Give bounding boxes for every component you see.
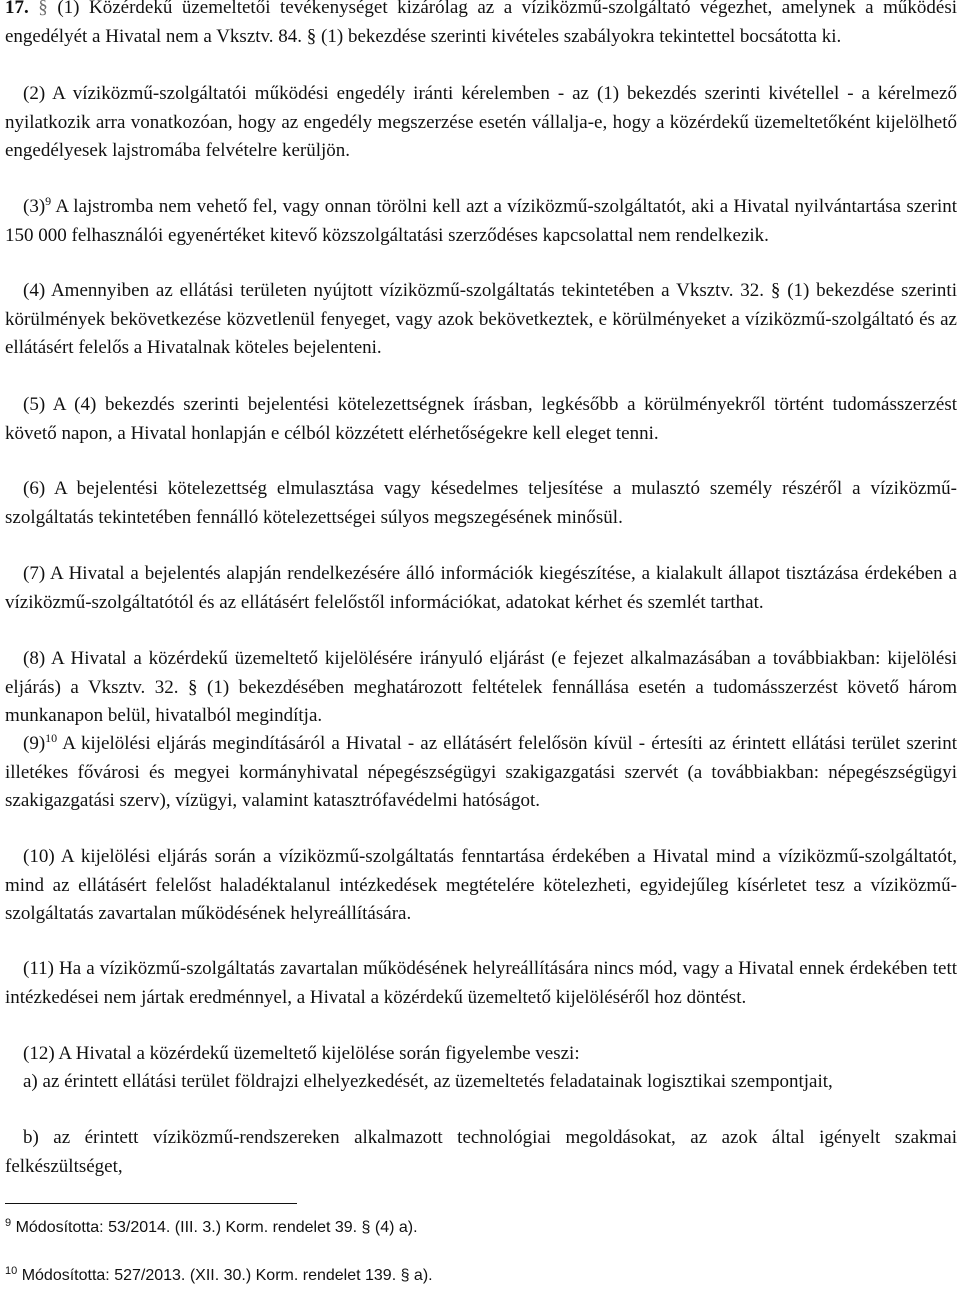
footnote-ref-10: 10 — [45, 731, 58, 745]
footnote-ref-9: 9 — [45, 194, 52, 208]
paragraph-5: (5) A (4) bekezdés szerinti bejelentési kötelezettségnek írásban, legkésőbb a körülményekről történt tudomásszerzést követő napon, a Hivatal honlapján e célból közzétett elérhetőségekre kell eleget tenni. — [5, 394, 957, 444]
section-number: 17. — [5, 0, 29, 18]
paragraph-9: $(9)^{10}$ A kijelölési eljárás megindításáról a Hivatal - az ellátásért felelősön kívül - értesíti az érintett ellátási terület szerint illetékes fővárosi és megyei kormányhivatal népegészségügyi szakigazgatási szervét (a továbbiakban: népegészségügyi szakigazgatási szerv), vízügyi, valamint katasztrófavédelmi hatóságot. — [5, 731, 957, 811]
footnote-divider — [5, 1203, 297, 1204]
footnote-9: $^9$ Módosította: 53/2014. (III. 3.) Korm. rendelet 39. § (4) a). — [5, 1217, 418, 1236]
paragraph-7: (7) A Hivatal a bejelentés alapján rendelkezésére álló információk kiegészítése, a kialakult állapot tisztázása érdekében a víziközmű-szolgáltatótól és az ellátásért felelőstől információkat, adatokat kérhet és szemlét tarthat. — [5, 563, 957, 613]
list-item-b: b) az érintett víziközmű-rendszereken alkalmazott technológiai megoldásokat, az azok által igényelt szakmai felkészültséget, — [5, 1127, 957, 1177]
paragraph-10: (10) A kijelölési eljárás során a víziközmű-szolgáltatás fenntartása érdekében a Hivatal mind a víziközmű-szolgáltatót, mind az ellátásért felelőst haladéktalanul intézkedések megtételére kötelezheti, egyidejűleg kísérletet tesz a víziközmű-szolgáltatás zavartalan működésének helyreállítására. — [5, 846, 957, 924]
paragraph-12: (12) A Hivatal a közérdekű üzemeltető kijelölése során figyelembe veszi: — [23, 1043, 580, 1064]
list-item-a: a) az érintett ellátási terület földrajzi elhelyezkedését, az üzemeltetés feladatainak logisztikai szempontjait, — [23, 1071, 833, 1092]
section-17 — [5, 0, 957, 51]
paragraph-6: (6) A bejelentési kötelezettség elmulasztása vagy késedelmes teljesítése a mulasztó személy részéről a víziközmű-szolgáltatás tekintetében fennálló kötelezettségei súlyos megszegésének minősül. — [5, 478, 957, 528]
section-17-paragraph-1: (1) Közérdekű üzemeltetői tevékenységet kizárólag az a víziközmű-szolgáltató végezhet, amelynek a működési engedélyét a Hivatal nem a Vksztv. 84. § (1) bekezdése szerinti kivételes szabályokra tekintettel bocsátotta ki. — [5, 0, 958, 47]
paragraph-8: (8) A Hivatal a közérdekű üzemeltető kijelölésére irányuló eljárást (e fejezet alkalmazásában a továbbiakban: kijelölési eljárás) a Vksztv. 32. § (1) bekezdésében meghatározott feltételek fennállása esetén a tudomásszerzést követő három munkanapon belül, hivatalból megindítja. — [5, 648, 957, 726]
footnote-10: $^{10}$ Módosította: 527/2013. (XII. 30.) Korm. rendelet 139. § a). — [5, 1265, 433, 1284]
paragraph-3: $(3)^9$ A lajstromba nem vehető fel, vagy onnan törölni kell azt a víziközmű-szolgáltatót, aki a Hivatal nyilvántartása szerint 150 000 felhasználói egyenértéket kitevő közszolgáltatási szerződéses kapcsolattal nem rendelkezik. — [5, 194, 957, 246]
paragraph-4: (4) Amennyiben az ellátási területen nyújtott víziközmű-szolgáltatás tekintetében a Vksztv. 32. § (1) bekezdése szerinti körülmények bekövetkezése közvetlenül fenyeget, vagy azok bekövetkeztek, e körülményeket a víziközmű-szolgáltató és az ellátásért felelős a Hivatalnak köteles bejelenteni. — [5, 280, 957, 358]
paragraph-2: (2) A víziközmű-szolgáltatói működési engedély iránti kérelemben - az (1) bekezdés szerinti kivétellel - a kérelmező nyilatkozik arra vonatkozóan, hogy az engedély megszerzése esetén vállalja-e, hogy a közérdekű üzemeltetőként kijelölhető engedélyesek lajstromába felvételre kerüljön. — [5, 83, 957, 161]
paragraph-11: (11) Ha a víziközmű-szolgáltatás zavartalan működésének helyreállítására nincs mód, vagy a Hivatal ennek érdekében tett intézkedései nem jártak eredménnyel, a Hivatal a közérdekű üzemeltető kijelöléséről hoz döntést. — [5, 958, 957, 1008]
section-sign: § — [38, 0, 48, 18]
